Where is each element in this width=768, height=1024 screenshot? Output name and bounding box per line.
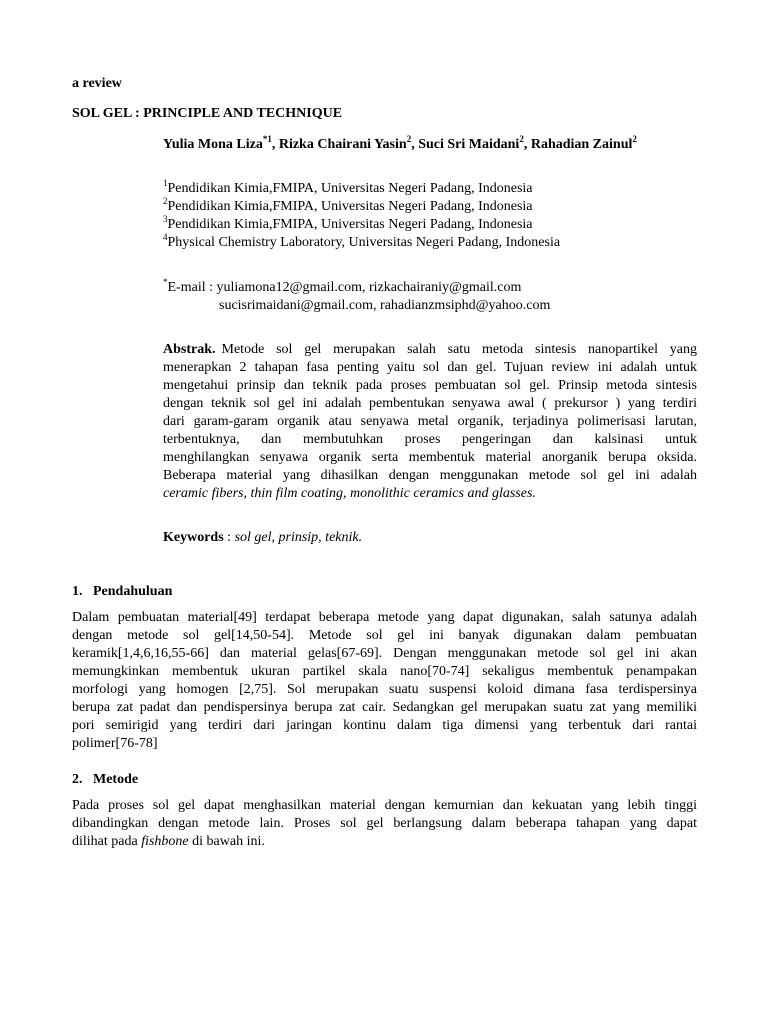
body-line: morfologi yang homogen [2,75]. Sol merupakan suatu suspensi koloid dimana fasa terdispersinya — [72, 682, 697, 697]
keywords-line — [163, 529, 362, 547]
author-name: Rizka Chairani Yasin — [278, 137, 407, 152]
author-name: Rahadian Zainul — [530, 137, 633, 152]
affiliation-num: 2 — [163, 196, 168, 206]
body-line: keramik[1,4,6,16,55-66] dan material gelas[67-69]. Dengan menggunakan metode sol gel ini akan — [72, 646, 697, 661]
abstract-line: menghilangkan senyawa organik serta membentuk material anorganik berupa oksida. — [163, 450, 697, 465]
keywords-label: Keywords — [163, 530, 224, 545]
author-sep: , — [411, 137, 419, 152]
section-2-heading: 2. Metode — [72, 772, 139, 787]
affiliation-text: Pendidikan Kimia,FMIPA, Universitas Negeri Padang, Indonesia — [167, 199, 533, 214]
email-text: E-mail : yuliamona12@gmail.com, rizkachairaniy@gmail.com — [167, 280, 522, 295]
affiliation-text: Pendidikan Kimia,FMIPA, Universitas Negeri Padang, Indonesia — [167, 217, 533, 232]
affiliation-num: 1 — [163, 178, 168, 188]
abstract-line: dari garam-garam organik atau senyawa metal organik, terjadinya polimerisasi larutan, — [163, 414, 697, 429]
author-name: Yulia Mona Liza — [163, 137, 263, 152]
author-sup: 2 — [519, 134, 524, 144]
abstract-line: menerapkan 2 tahapan fasa penting yaitu sol dan gel. Tujuan review ini adalah untuk — [163, 360, 697, 375]
author-sup: 2 — [406, 134, 412, 144]
abstract-line-1 — [163, 341, 697, 359]
abstract-line: Beberapa material yang dihasilkan dengan menggunakan metode sol gel ini adalah — [163, 468, 697, 483]
affiliation-4 — [163, 234, 560, 252]
email-star: * — [163, 277, 168, 287]
affiliation-text: Physical Chemistry Laboratory, Universitas Negeri Padang, Indonesia — [167, 235, 561, 250]
body-text: dilihat pada — [72, 834, 142, 849]
keywords-sep: : — [223, 530, 235, 545]
fishbone-term: fishbone — [141, 834, 189, 849]
paper-title: SOL GEL : PRINCIPLE AND TECHNIQUE — [72, 106, 343, 121]
body-text: di bawah ini. — [188, 834, 265, 849]
abstract-line: terbentuknya, dan membutuhkan proses pengeringan dan kalsinasi untuk — [163, 432, 697, 447]
affiliation-2 — [163, 198, 533, 216]
body-line: berupa zat padat dan pendispersinya berupa zat cair. Sedangkan gel merupakan suatu zat yang memiliki — [72, 700, 697, 715]
author-sep: , — [271, 137, 279, 152]
abstract-line: dengan teknik sol gel ini adalah pembentukan senyawa awal ( prekursor ) yang terdiri — [163, 396, 697, 411]
author-sup: *1 — [262, 134, 272, 144]
body-line: memungkinkan membentuk ukuran partikel skala nano[70-74] sekaligus membentuk penampakan — [72, 664, 697, 679]
section-1-body — [72, 609, 697, 753]
author-sup: 2 — [632, 134, 637, 144]
affiliation-1 — [163, 180, 533, 198]
review-label: a review — [72, 76, 122, 91]
affiliation-text: Pendidikan Kimia,FMIPA, Universitas Negeri Padang, Indonesia — [167, 181, 533, 196]
section-2-body — [72, 797, 697, 851]
author-sep: , — [523, 137, 531, 152]
abstract-line: mengetahui prinsip dan teknik pada proses pembuatan sol gel. Prinsip metoda sintesis — [163, 378, 697, 393]
abstract-text: Metode sol gel merupakan salah satu metoda sintesis nanopartikel yang — [221, 342, 697, 357]
section-1-heading: 1. Pendahuluan — [72, 584, 173, 599]
affiliation-3 — [163, 216, 533, 234]
abstract-block — [163, 341, 697, 503]
body-line-last — [72, 833, 697, 851]
email-line-2: sucisrimaidani@gmail.com, rahadianzmsiphd@yahoo.com — [219, 298, 551, 313]
affiliation-num: 4 — [163, 232, 168, 242]
affiliation-num: 3 — [163, 214, 168, 224]
email-line-1 — [163, 279, 521, 297]
author-list — [163, 136, 637, 154]
body-line: dengan metode sol gel[14,50-54]. Metode sol gel ini banyak digunakan dalam pembuatan — [72, 628, 697, 643]
abstract-label: Abstrak. — [163, 342, 216, 357]
body-line: Pada proses sol gel dapat menghasilkan material dengan kemurnian dan kekuatan yang lebih tinggi — [72, 798, 697, 813]
body-line: pori semirigid yang terdiri dari jaringan kontinu dalam tiga dimensi yang terbentuk dari rantai — [72, 718, 697, 733]
body-line: polimer[76-78] — [72, 736, 158, 751]
body-line: dibandingkan dengan metode lain. Proses sol gel berlangsung dalam beberapa tahapan yang dapat — [72, 816, 697, 831]
abstract-italic-line: ceramic fibers, thin film coating, monolithic ceramics and glasses. — [163, 486, 536, 501]
author-name: Suci Sri Maidani — [418, 137, 520, 152]
body-line: Dalam pembuatan material[49] terdapat beberapa metode yang dapat digunakan, salah satunya adalah — [72, 610, 697, 625]
keywords-value: sol gel, prinsip, teknik. — [234, 530, 363, 545]
